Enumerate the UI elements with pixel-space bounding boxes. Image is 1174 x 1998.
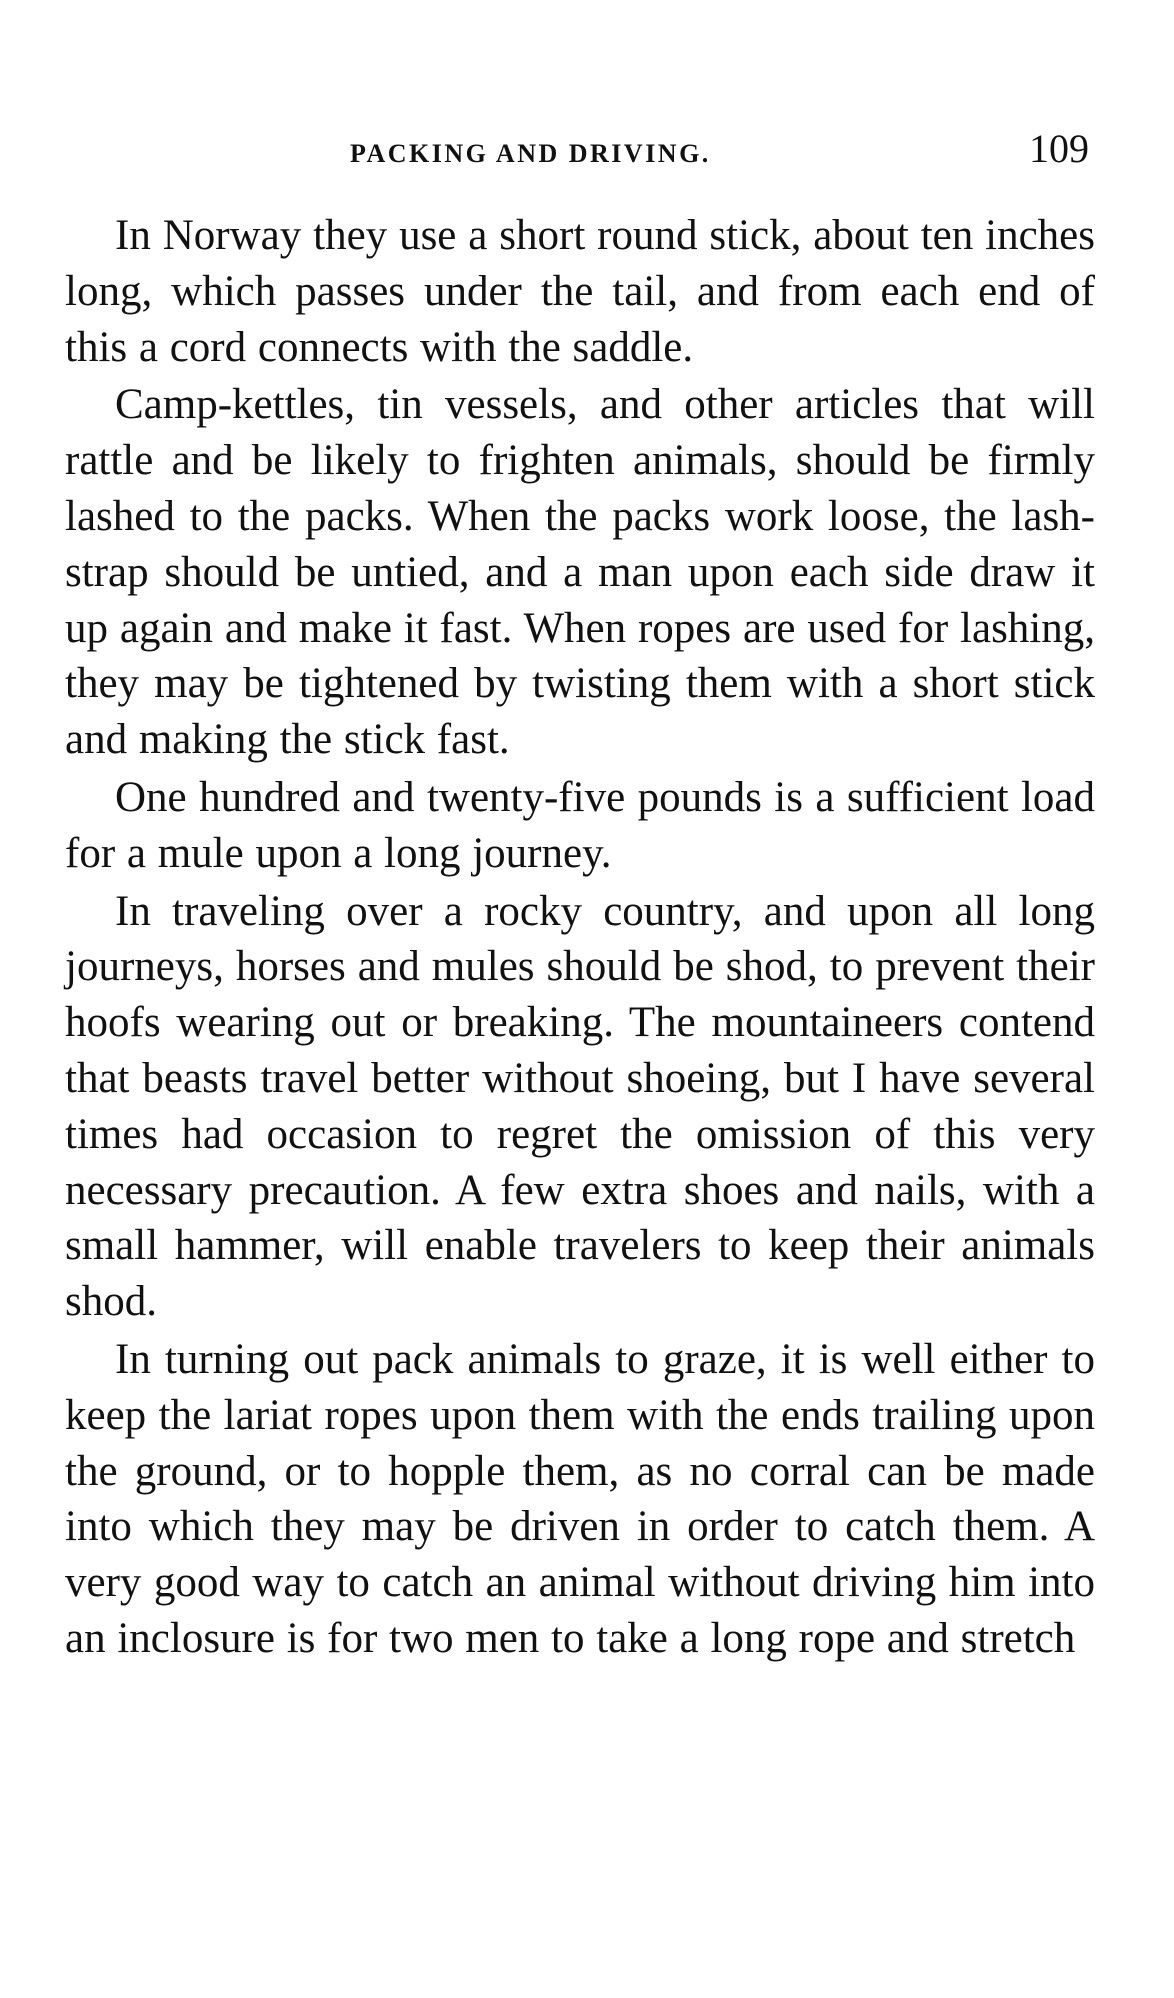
paragraph-shoeing: In traveling over a rocky country, and upon all long journeys, horses and mules should be shod, to prevent their hoofs wearing out or breaking. The mountaineers contend that beasts travel better without shoeing, but I have several times had occasion to regret the omission of this very necessary precaution. A few extra shoes and nails, with a small hammer, will enable travelers to keep their animals shod. xyxy=(65,887,1095,1326)
body-text xyxy=(65,208,1095,1669)
page-number: 109 xyxy=(1029,126,1089,171)
running-head xyxy=(65,125,1089,175)
paragraph-norway-stick: In Norway they use a short round stick, about ten inches long, which passes under the tail, and from each end of this a cord connects with the saddle. xyxy=(65,212,1095,371)
running-title: PACKING AND DRIVING. xyxy=(350,139,711,168)
paragraph-mule-load: One hundred and twenty-five pounds is a sufficient load for a mule upon a long journey. xyxy=(65,773,1095,877)
paragraph-camp-kettles: Camp-kettles, tin vessels, and other articles that will rattle and be likely to frighten animals, should be firmly lashed to the packs. When the packs work loose, the lash-strap should be untied, and a man upon each side draw it up again and make it fast. When ropes are used for lashing, they may be tightened by twisting them with a short stick and making the stick fast. xyxy=(65,381,1095,764)
paragraph-grazing: In turning out pack animals to graze, it is well either to keep the lariat ropes upon them with the ends trailing upon the ground, or to hopple them, as no corral can be made into which they may be driven in order to catch them. A very good way to catch an animal without driving him into an inclosure is for two men to take a long rope and stretch xyxy=(65,1335,1095,1662)
